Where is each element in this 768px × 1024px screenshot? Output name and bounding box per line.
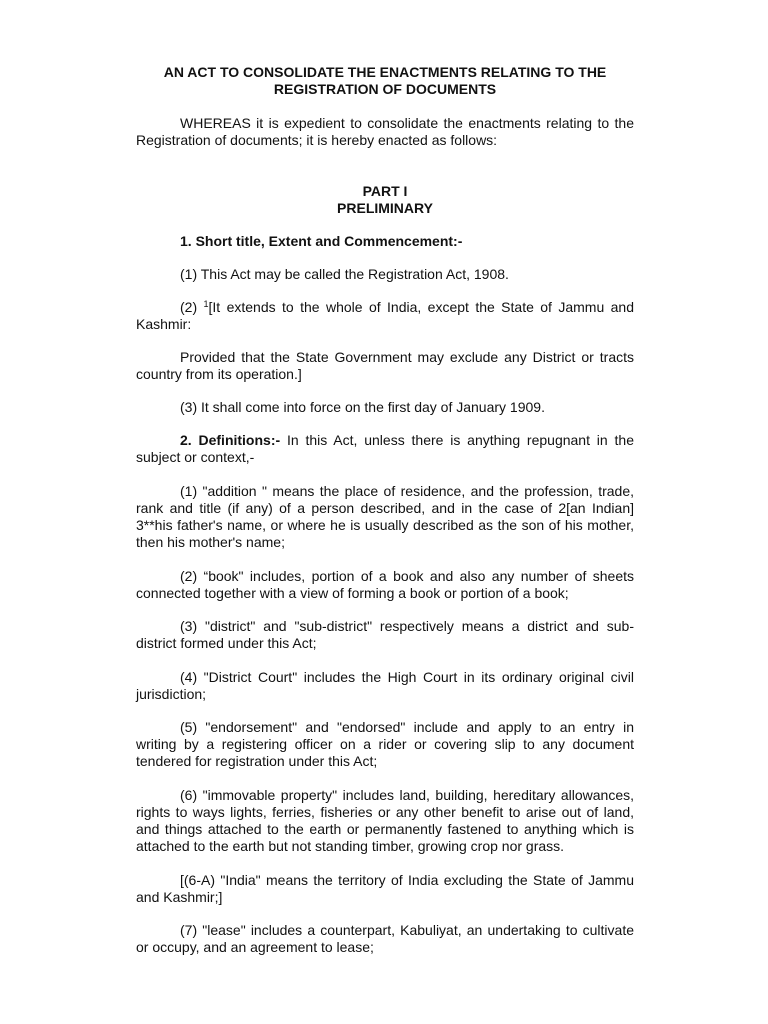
clause-2-prefix: (2) — [180, 299, 204, 315]
definition-4: (4) "District Court" includes the High Court in its ordinary original civil jurisdiction; — [136, 669, 634, 702]
section-1-heading: 1. Short title, Extent and Commencement:- — [180, 233, 463, 249]
definition-6a: [(6-A) "India" means the territory of India excluding the State of Jammu and Kashmir;] — [136, 872, 634, 905]
title-line-2: REGISTRATION OF DOCUMENTS — [273, 81, 497, 97]
document-page — [136, 64, 634, 956]
definition-1: (1) "addition " means the place of residence, and the profession, trade, rank and title (if any) of a person described, and in the case of 2[an Indian] 3**his father's name, or where he is usually described as the son of his mother, then his mother's name; — [136, 483, 634, 550]
section-2-paragraph — [136, 432, 634, 466]
definition-5: (5) "endorsement" and "endorsed" include and apply to an entry in writing by a registering officer on a rider or covering slip to any document tendered for registration under this Act; — [136, 719, 634, 769]
title-line-1: AN ACT TO CONSOLIDATE THE ENACTMENTS RELATING TO THE — [163, 64, 607, 80]
section-2-heading: 2. Definitions:- — [180, 432, 281, 448]
definition-7: (7) "lease" includes a counterpart, Kabuliyat, an undertaking to cultivate or occupy, and an agreement to lease; — [136, 922, 634, 955]
definition-2: (2) “book" includes, portion of a book and also any number of sheets connected together with a view of forming a book or portion of a book; — [136, 568, 634, 601]
document-title — [136, 64, 634, 98]
section-1-clause-3: (3) It shall come into force on the first day of January 1909. — [180, 399, 545, 415]
preamble-paragraph: WHEREAS it is expedient to consolidate the enactments relating to the Registration of documents; it is hereby enacted as follows: — [136, 115, 634, 148]
part-title: PRELIMINARY — [337, 200, 433, 216]
footnote-marker: 1 — [203, 299, 209, 309]
definition-6: (6) "immovable property" includes land, building, hereditary allowances, rights to ways lights, ferries, fisheries or any other benefit to arise out of land, and things attached to the earth or permanently fastened to anything which is attached to the earth but not standing timber, growing crop nor grass. — [136, 787, 634, 854]
section-1-proviso: Provided that the State Government may exclude any District or tracts country from its operation.] — [136, 349, 634, 382]
part-number: PART I — [362, 183, 408, 199]
section-1-clause-2 — [136, 299, 634, 333]
section-2-text: In this Act, unless there is anything repugnant in the subject or context,- — [136, 432, 634, 465]
section-1-clause-1: (1) This Act may be called the Registration Act, 1908. — [180, 266, 509, 282]
definition-3: (3) "district" and "sub-district" respectively means a district and sub-district formed under this Act; — [136, 618, 634, 651]
clause-2-text: [It extends to the whole of India, except the State of Jammu and Kashmir: — [136, 299, 634, 332]
